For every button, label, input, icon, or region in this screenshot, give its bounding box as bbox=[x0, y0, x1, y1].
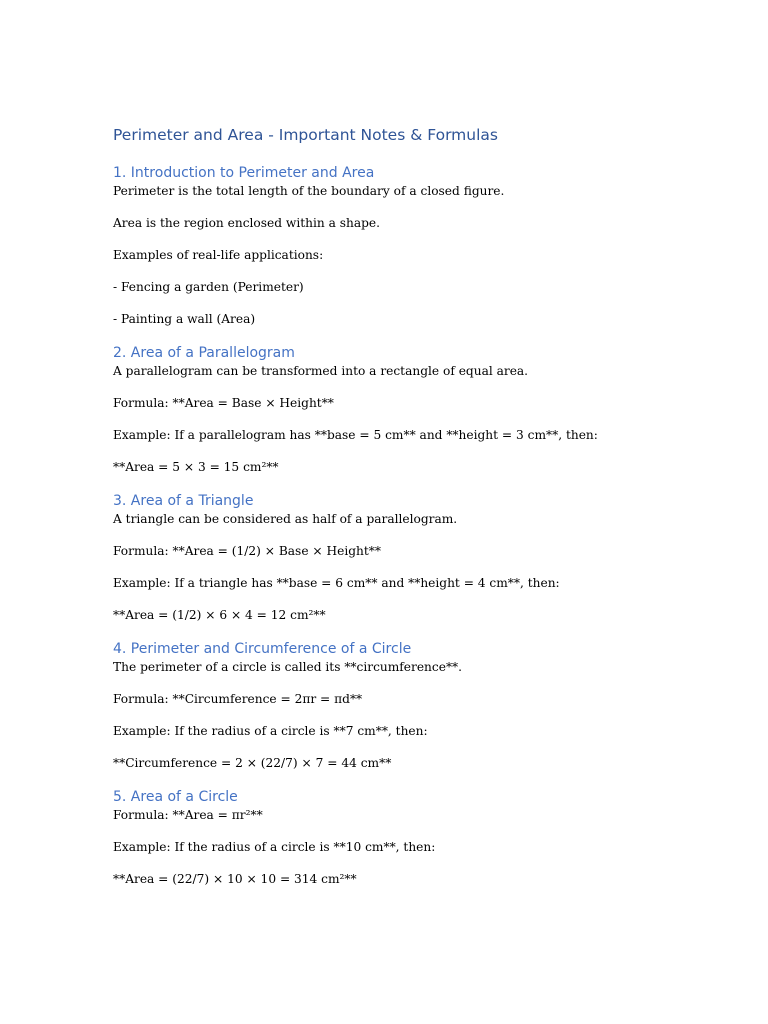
section-heading: 1. Introduction to Perimeter and Area bbox=[113, 165, 375, 181]
section-triangle bbox=[113, 491, 713, 624]
example: Example: If a parallelogram has **base = 5 cm** and **height = 3 cm**, then: bbox=[113, 428, 598, 442]
paragraph: Area is the region enclosed within a shape. bbox=[113, 216, 381, 230]
example: Example: If the radius of a circle is **10 cm**, then: bbox=[113, 840, 436, 854]
example: Example: If a triangle has **base = 6 cm** and **height = 4 cm**, then: bbox=[113, 576, 560, 590]
example: Example: If the radius of a circle is **7 cm**, then: bbox=[113, 724, 428, 738]
result: **Area = 5 × 3 = 15 cm²** bbox=[113, 460, 279, 474]
formula: Formula: **Area = πr²** bbox=[113, 808, 263, 822]
section-parallelogram bbox=[113, 343, 713, 476]
section-heading: 5. Area of a Circle bbox=[113, 789, 238, 805]
list-item: - Fencing a garden (Perimeter) bbox=[113, 280, 304, 294]
result: **Area = (22/7) × 10 × 10 = 314 cm²** bbox=[113, 872, 357, 886]
section-circle-area bbox=[113, 787, 713, 888]
formula: Formula: **Area = (1/2) × Base × Height** bbox=[113, 544, 381, 558]
document-title: Perimeter and Area - Important Notes & Formulas bbox=[113, 126, 498, 144]
paragraph: The perimeter of a circle is called its **circumference**. bbox=[113, 660, 463, 674]
result: **Area = (1/2) × 6 × 4 = 12 cm²** bbox=[113, 608, 326, 622]
section-introduction bbox=[113, 163, 713, 328]
formula: Formula: **Area = Base × Height** bbox=[113, 396, 334, 410]
section-heading: 4. Perimeter and Circumference of a Circle bbox=[113, 641, 412, 657]
result: **Circumference = 2 × (22/7) × 7 = 44 cm** bbox=[113, 756, 392, 770]
list-item: - Painting a wall (Area) bbox=[113, 312, 256, 326]
paragraph: A parallelogram can be transformed into a rectangle of equal area. bbox=[113, 364, 529, 378]
paragraph: Examples of real-life applications: bbox=[113, 248, 324, 262]
section-heading: 3. Area of a Triangle bbox=[113, 493, 254, 509]
document-page bbox=[113, 124, 713, 903]
section-circumference bbox=[113, 639, 713, 772]
formula: Formula: **Circumference = 2πr = πd** bbox=[113, 692, 363, 706]
section-heading: 2. Area of a Parallelogram bbox=[113, 345, 295, 361]
paragraph: A triangle can be considered as half of a parallelogram. bbox=[113, 512, 458, 526]
paragraph: Perimeter is the total length of the boundary of a closed figure. bbox=[113, 184, 505, 198]
